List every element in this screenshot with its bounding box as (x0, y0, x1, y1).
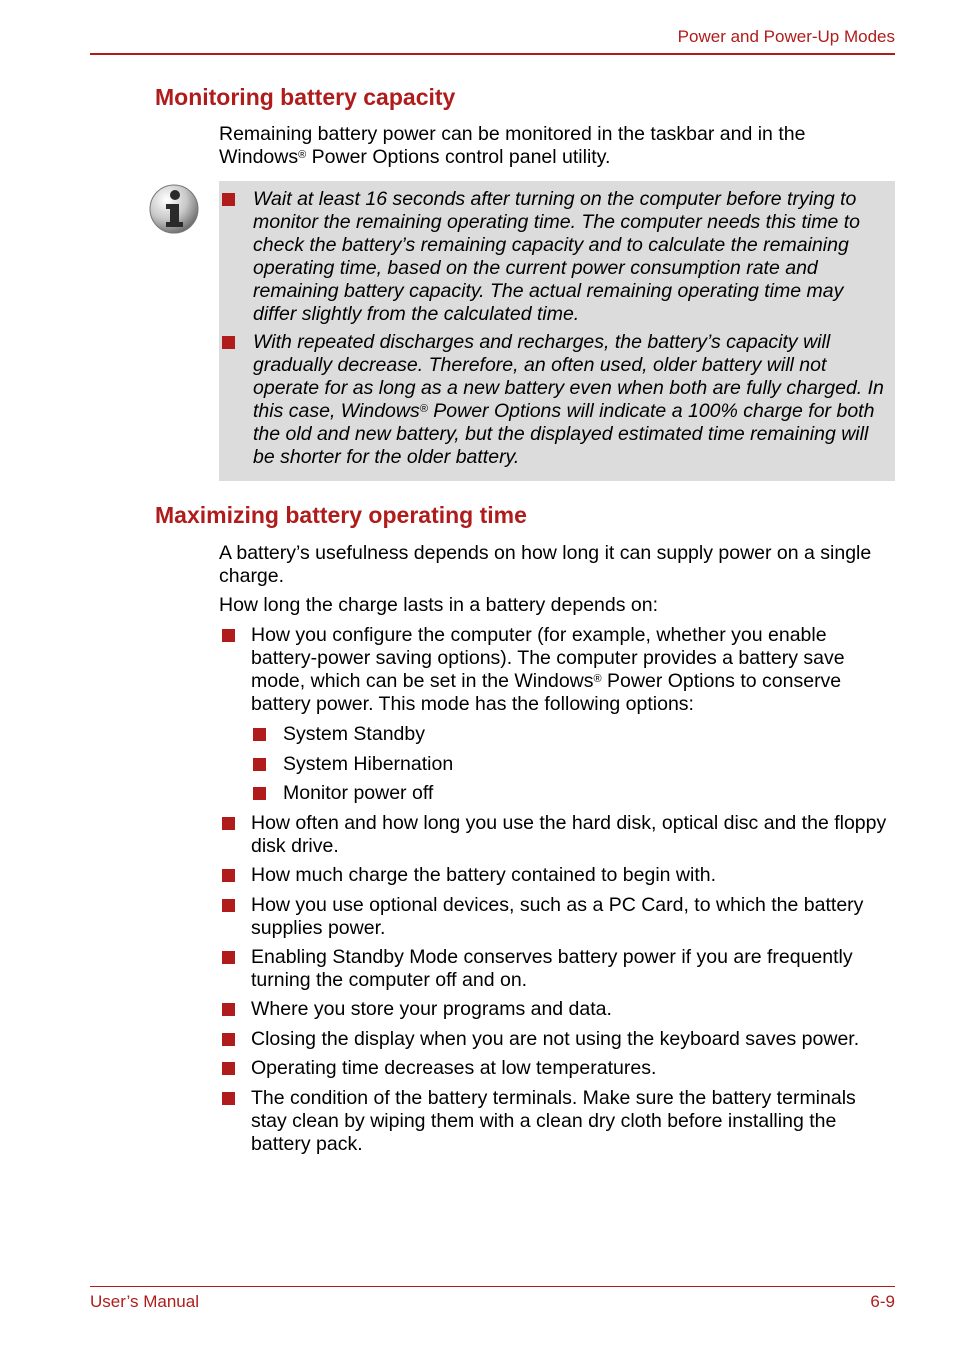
list-item-configure (251, 624, 891, 716)
list-item: Where you store your programs and data. (251, 998, 612, 1020)
list-item: How much charge the battery contained to begin with. (251, 864, 717, 886)
list-item-configure-text-a: How you configure the computer (for example, whether you enable battery-power saving options). The computer provides a battery save mode, which can be set in the Windows (251, 624, 845, 692)
bullet-icon (222, 899, 235, 912)
header-rule (90, 53, 895, 55)
monitoring-intro (219, 123, 895, 169)
bullet-icon (222, 1062, 235, 1075)
bullet-icon (222, 629, 235, 642)
bullet-icon (222, 193, 235, 206)
bullet-icon (222, 869, 235, 882)
note-item-2-text-a: With repeated discharges and recharges, the battery’s capacity will gradually decrease. Therefore, an often used, older battery will not operate for as long as a new battery even when both are fully charged. In this case, Windows (253, 331, 884, 422)
section-heading-maximizing: Maximizing battery operating time (155, 502, 527, 528)
bullet-icon (222, 1003, 235, 1016)
list-item: Closing the display when you are not using the keyboard saves power. (251, 1028, 860, 1050)
note-box (219, 181, 895, 481)
list-item: Operating time decreases at low temperatures. (251, 1057, 657, 1079)
list-item: The condition of the battery terminals. Make sure the battery terminals stay clean by wiping them with a clean dry cloth before installing the battery pack. (251, 1087, 856, 1155)
list-item-configure-text-b: Power Options to conserve battery power. This mode has the following options: (251, 670, 842, 715)
sub-list-item: System Standby (283, 723, 425, 745)
bullet-icon (222, 1092, 235, 1105)
list-item: How often and how long you use the hard disk, optical disc and the floppy disk drive. (251, 812, 887, 857)
page-number: 6-9 (870, 1292, 895, 1311)
bullet-icon (222, 1033, 235, 1046)
intro-windows: Windows (219, 146, 299, 168)
list-item: Enabling Standby Mode conserves battery power if you are frequently turning the computer off and on. (251, 946, 853, 991)
registered-mark: ® (419, 403, 428, 415)
bullet-icon (253, 728, 266, 741)
registered-mark: ® (593, 673, 602, 685)
list-item: How you use optional devices, such as a PC Card, to which the battery supplies power. (251, 894, 864, 939)
bullet-icon (253, 787, 266, 800)
footer-rule (90, 1286, 895, 1287)
registered-mark: ® (298, 149, 307, 161)
intro-line-1: Remaining battery power can be monitored in the taskbar and in the (219, 123, 806, 145)
sub-list-item: Monitor power off (283, 782, 434, 804)
bullet-icon (253, 758, 266, 771)
section-heading-monitoring: Monitoring battery capacity (155, 84, 456, 110)
maximizing-para-1: A battery’s usefulness depends on how long it can supply power on a single charge. (219, 542, 872, 587)
intro-line-2: Power Options control panel utility. (306, 146, 611, 168)
footer-manual-title: User’s Manual (90, 1292, 199, 1311)
note-item-2 (253, 331, 891, 469)
running-header: Power and Power-Up Modes (677, 27, 895, 46)
note-item-1: Wait at least 16 seconds after turning on the computer before trying to monitor the remaining operating time. The computer needs this time to check the battery’s remaining capacity and to calculate the remaining operating time, based on the current power consumption rate and remaining battery capacity. The actual remaining operating time may differ slightly from the calculated time. (253, 188, 860, 325)
note-item-2-text-b: Power Options will indicate a 100% charge for both the old and new battery, but the displayed estimated time remaining will be shorter for the older battery. (253, 400, 875, 468)
maximizing-para-2: How long the charge lasts in a battery depends on: (219, 594, 659, 616)
bullet-icon (222, 817, 235, 830)
bullet-icon (222, 951, 235, 964)
info-icon (148, 183, 200, 235)
sub-list-item: System Hibernation (283, 753, 454, 775)
bullet-icon (222, 336, 235, 349)
